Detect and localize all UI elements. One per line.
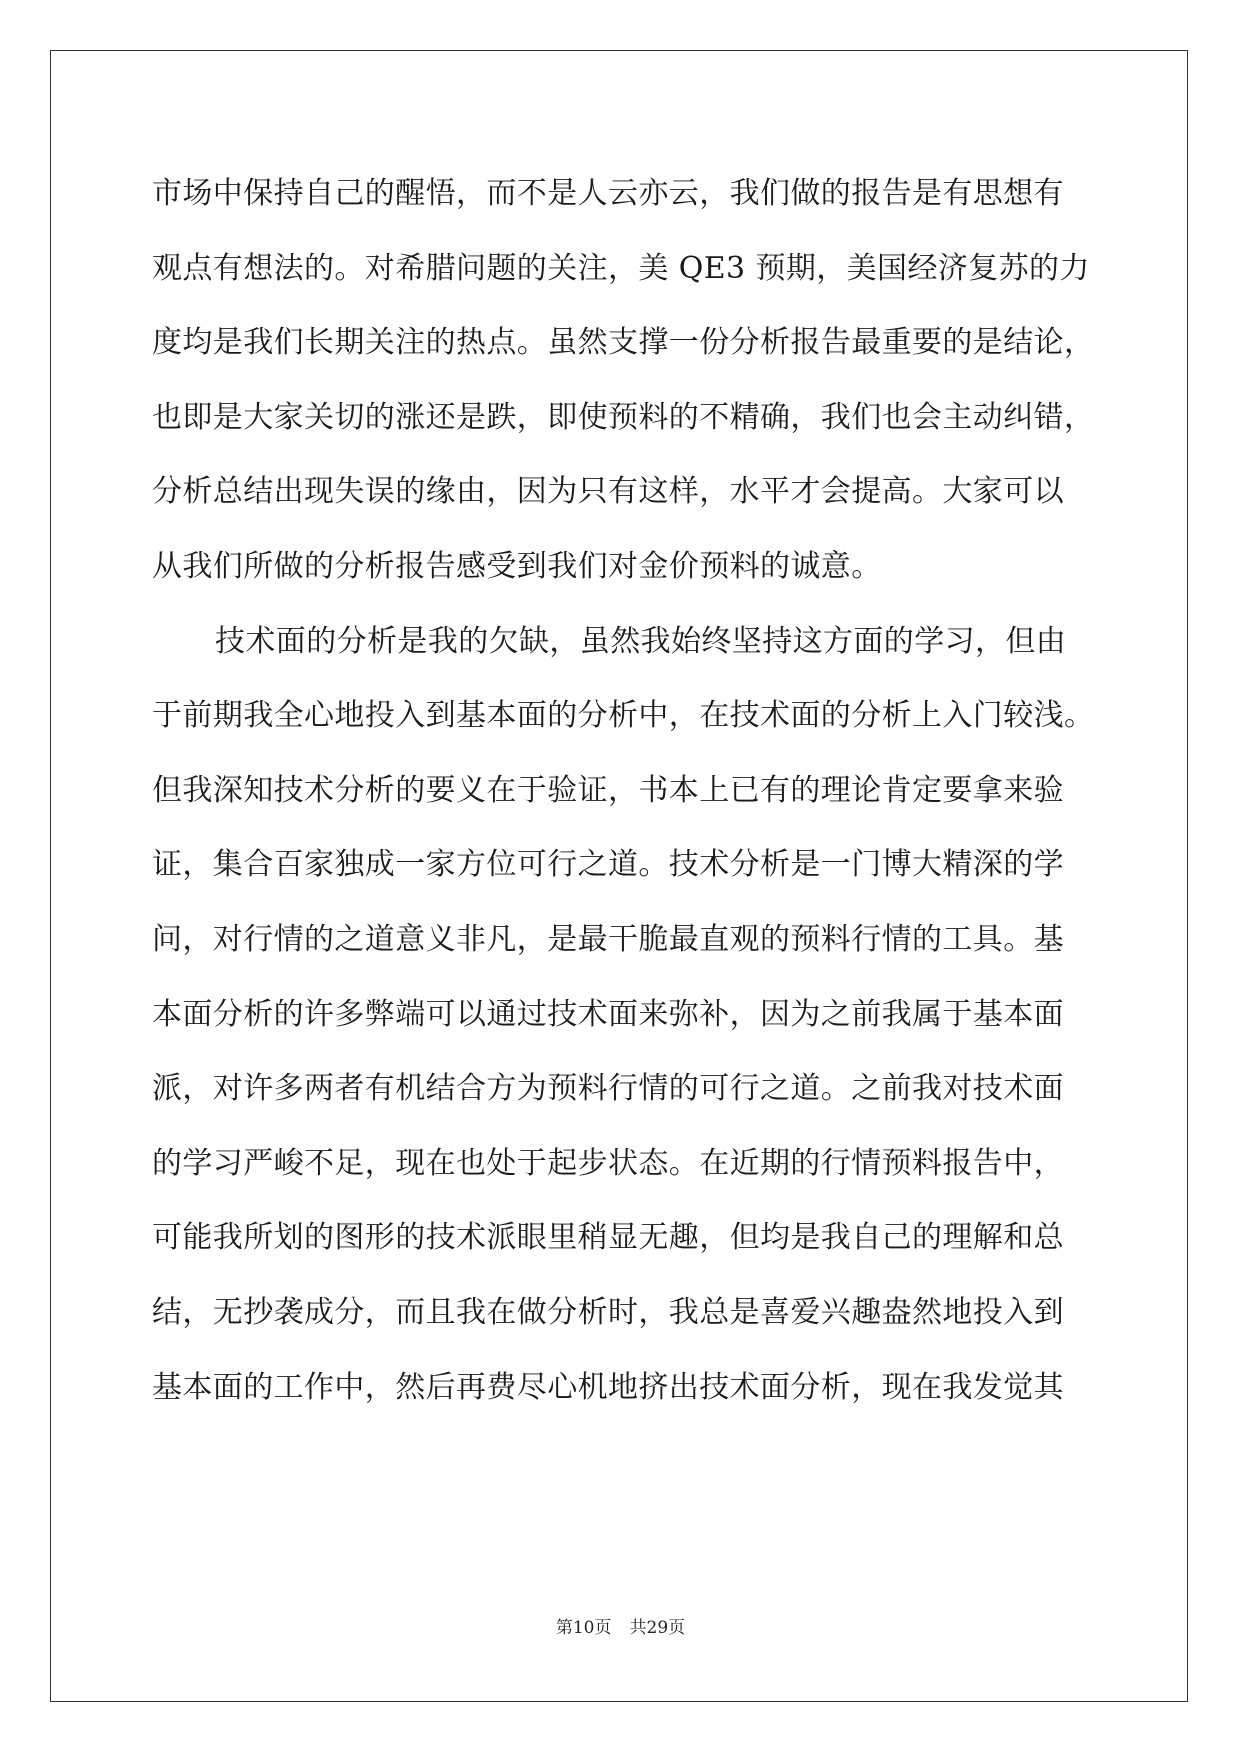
page-number: 第10页 xyxy=(555,1618,612,1638)
text-line: 观点有想法的。对希腊问题的关注，美 QE3 预期，美国经济复苏的力 xyxy=(152,250,1090,286)
text-line: 的学习严峻不足，现在也处于起步状态。在近期的行情预料报告中， xyxy=(152,1145,1064,1181)
text-line: 度均是我们长期关注的热点。虽然支撑一份分析报告最重要的是结论， xyxy=(152,325,1095,361)
text-line: 也即是大家关切的涨还是跌，即使预料的不精确，我们也会主动纠错， xyxy=(152,399,1095,435)
text-line: 本面分析的许多弊端可以通过技术面来弥补，因为之前我属于基本面 xyxy=(152,996,1064,1032)
text-line: 分析总结出现失误的缘由，因为只有这样，水平才会提高。大家可以 xyxy=(152,474,1064,510)
text-line: 结，无抄袭成分，而且我在做分析时，我总是喜爱兴趣盎然地投入到 xyxy=(152,1294,1064,1330)
page-footer xyxy=(0,1613,1241,1638)
text-line: 但我深知技术分析的要义在于验证，书本上已有的理论肯定要拿来验 xyxy=(152,772,1064,808)
text-line: 基本面的工作中，然后再费尽心机地挤出技术面分析，现在我发觉其 xyxy=(152,1369,1064,1405)
text-line: 市场中保持自己的醒悟，而不是人云亦云，我们做的报告是有思想有 xyxy=(152,176,1064,211)
text-line: 可能我所划的图形的技术派眼里稍显无趣，但均是我自己的理解和总 xyxy=(152,1220,1064,1256)
text-line: 问，对行情的之道意义非凡，是最干脆最直观的预料行情的工具。基 xyxy=(152,921,1064,957)
text-line: 于前期我全心地投入到基本面的分析中，在技术面的分析上入门较浅。 xyxy=(152,698,1095,734)
text-line: 从我们所做的分析报告感受到我们对金价预料的诚意。 xyxy=(152,548,882,584)
text-line: 证，集合百家独成一家方位可行之道。技术分析是一门博大精深的学 xyxy=(152,847,1064,883)
document-body xyxy=(152,157,1112,1425)
page-total: 共29页 xyxy=(629,1618,686,1638)
text-line: 派，对许多两者有机结合方为预料行情的可行之道。之前我对技术面 xyxy=(152,1071,1064,1107)
paragraph-first-line: 技术面的分析是我的欠缺，虽然我始终坚持这方面的学习，但由 xyxy=(215,623,1067,659)
